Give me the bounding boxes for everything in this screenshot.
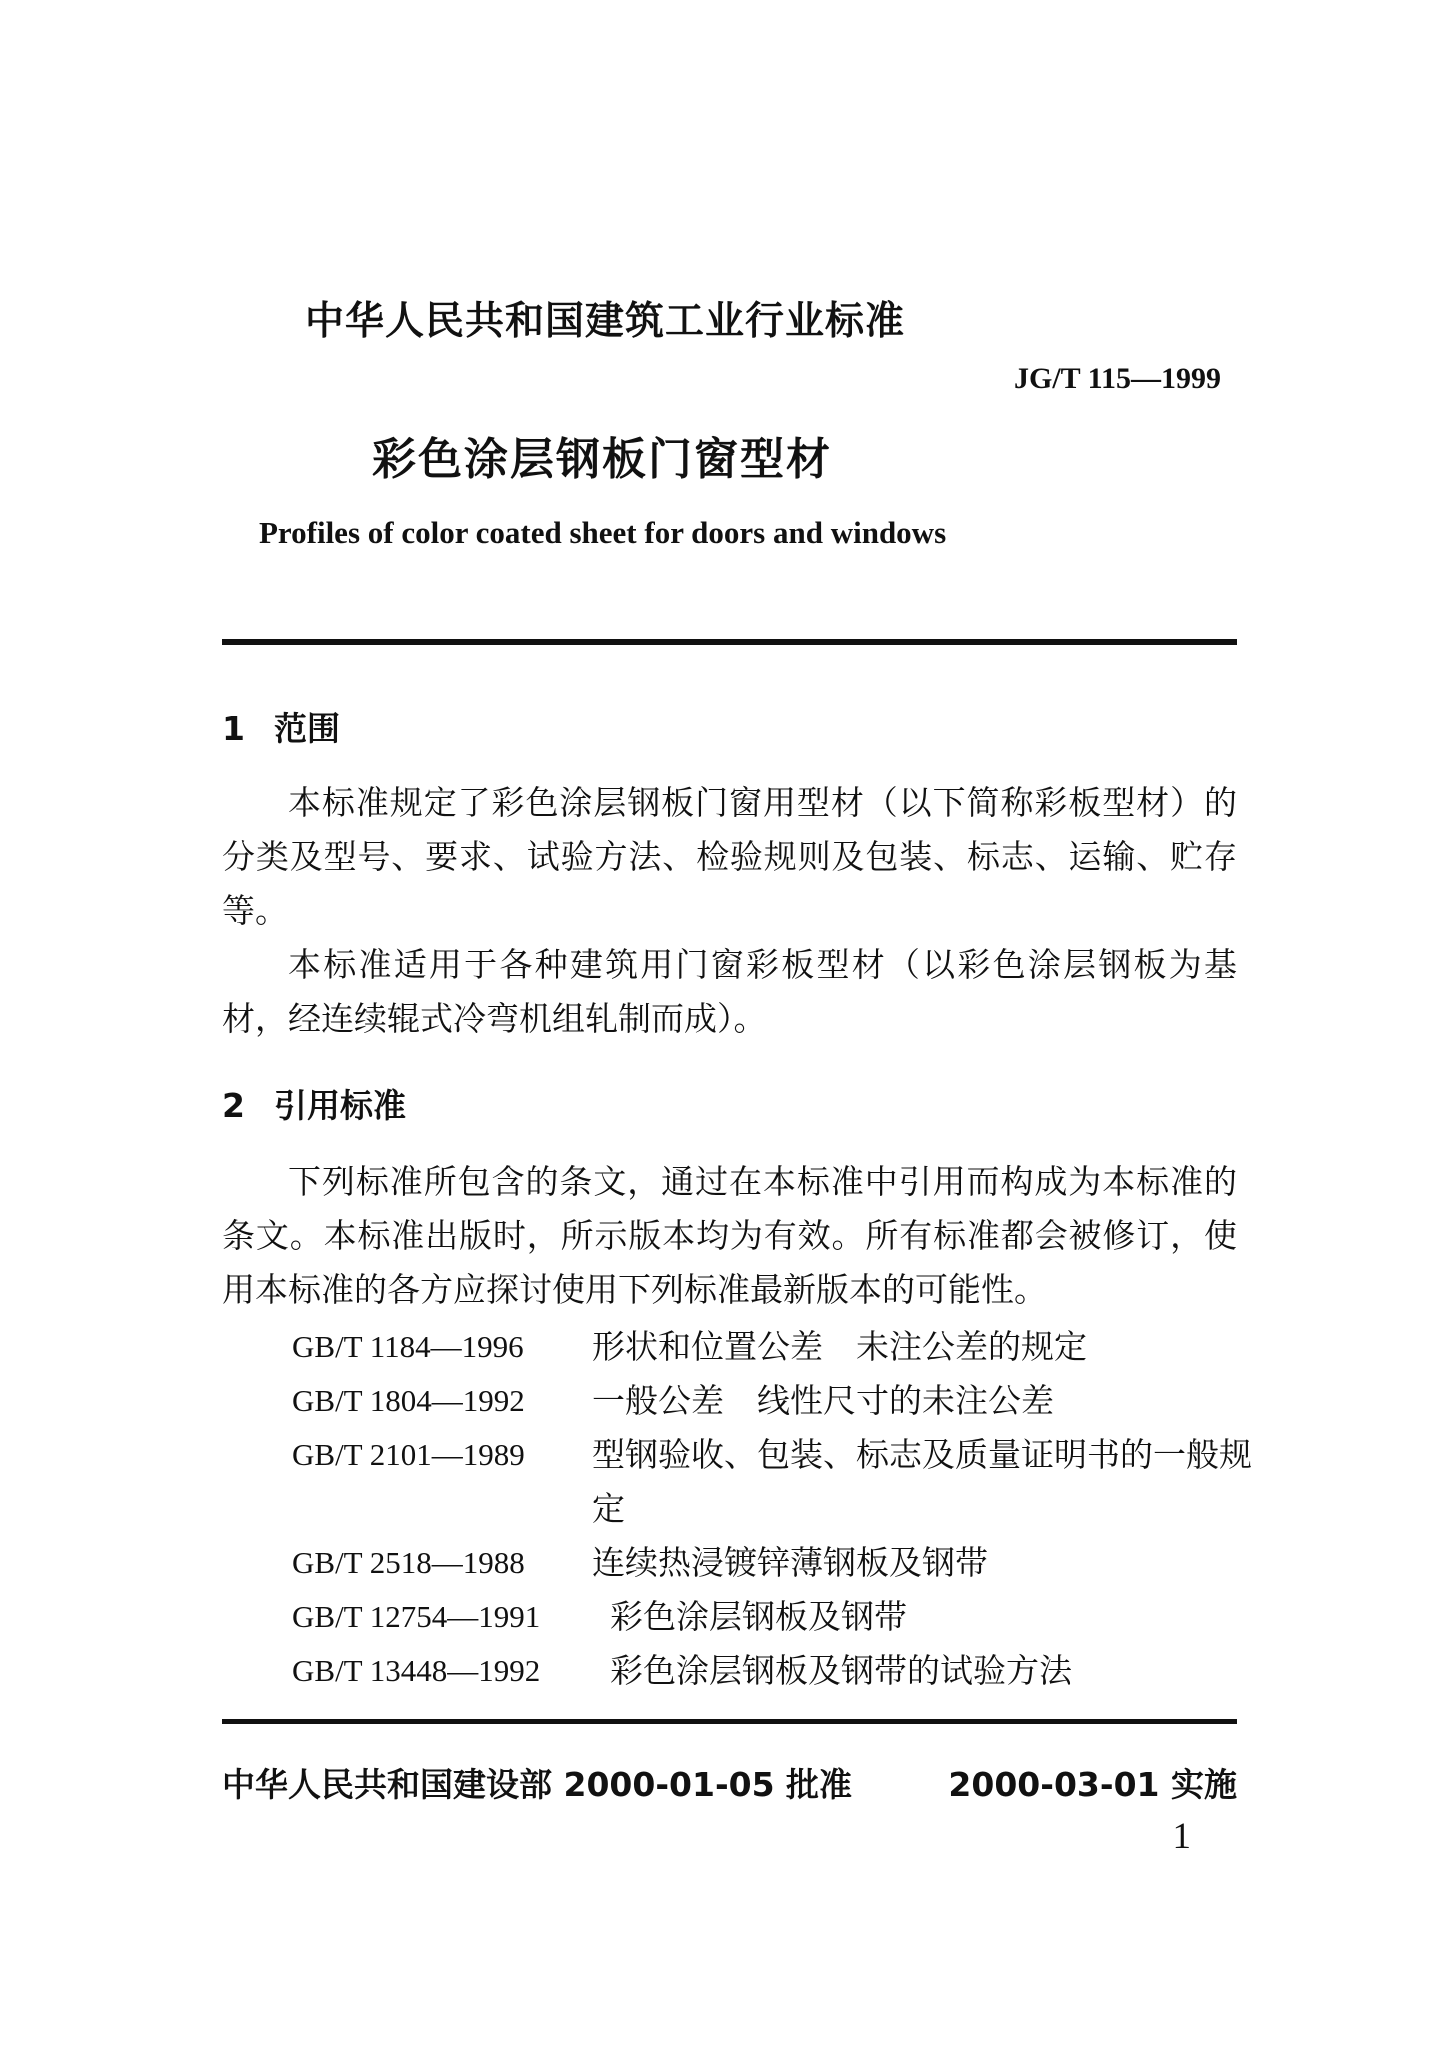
list-item <box>292 1590 1252 1644</box>
section-2-paragraph-1: 下列标准所包含的条文，通过在本标准中引用而构成为本标准的条文。本标准出版时，所示版本均为有效。所有标准都会被修订，使用本标准的各方应探讨使用下列标准最新版本的可能性。 <box>222 1162 1237 1309</box>
implementation-date: 2000-03-01 实施 <box>948 1765 1237 1804</box>
footer-divider <box>222 1719 1237 1724</box>
section-2-heading <box>222 1080 406 1127</box>
reference-code: GB/T 2101—1989 <box>292 1437 525 1472</box>
list-item <box>292 1320 1252 1374</box>
approval-statement: 中华人民共和国建设部 2000-01-05 批准 <box>222 1765 853 1804</box>
list-item <box>292 1536 1252 1590</box>
header-divider <box>222 639 1237 645</box>
section-1-heading <box>222 703 340 750</box>
section-1-paragraph-1: 本标准规定了彩色涂层钢板门窗用型材（以下简称彩板型材）的分类及型号、要求、试验方法、检验规则及包装、标志、运输、贮存等。 <box>222 783 1237 930</box>
section-title: 引用标准 <box>274 1086 406 1125</box>
issuing-organization: 中华人民共和国建筑工业行业标准 <box>305 299 906 344</box>
reference-code: GB/T 13448—1992 <box>292 1653 541 1688</box>
reference-code: GB/T 2518—1988 <box>292 1545 525 1580</box>
reference-title: 彩色涂层钢板及钢带 <box>610 1597 907 1636</box>
reference-code: GB/T 1804—1992 <box>292 1383 525 1418</box>
reference-title: 彩色涂层钢板及钢带的试验方法 <box>610 1651 1072 1690</box>
section-1-paragraph-2: 本标准适用于各种建筑用门窗彩板型材（以彩色涂层钢板为基材，经连续辊式冷弯机组轧制而成）。 <box>222 945 1237 1038</box>
title-english: Profiles of color coated sheet for doors and windows <box>259 515 947 550</box>
title-chinese: 彩色涂层钢板门窗型材 <box>372 434 832 485</box>
section-title: 范围 <box>274 709 340 748</box>
list-item <box>292 1644 1252 1698</box>
page-number: 1 <box>1172 1816 1191 1857</box>
reference-code: GB/T 12754—1991 <box>292 1599 541 1634</box>
reference-code: GB/T 1184—1996 <box>292 1329 524 1364</box>
list-item <box>292 1374 1252 1428</box>
section-number: 1 <box>222 709 245 748</box>
referenced-standards-list <box>292 1320 1252 1698</box>
reference-title: 形状和位置公差 未注公差的规定 <box>592 1327 1087 1366</box>
standard-code: JG/T 115—1999 <box>1014 362 1221 395</box>
list-item <box>292 1428 1252 1536</box>
reference-title: 连续热浸镀锌薄钢板及钢带 <box>592 1543 988 1582</box>
section-number: 2 <box>222 1086 245 1125</box>
reference-title: 一般公差 线性尺寸的未注公差 <box>592 1381 1054 1420</box>
reference-title: 型钢验收、包装、标志及质量证明书的一般规定 <box>592 1435 1252 1528</box>
